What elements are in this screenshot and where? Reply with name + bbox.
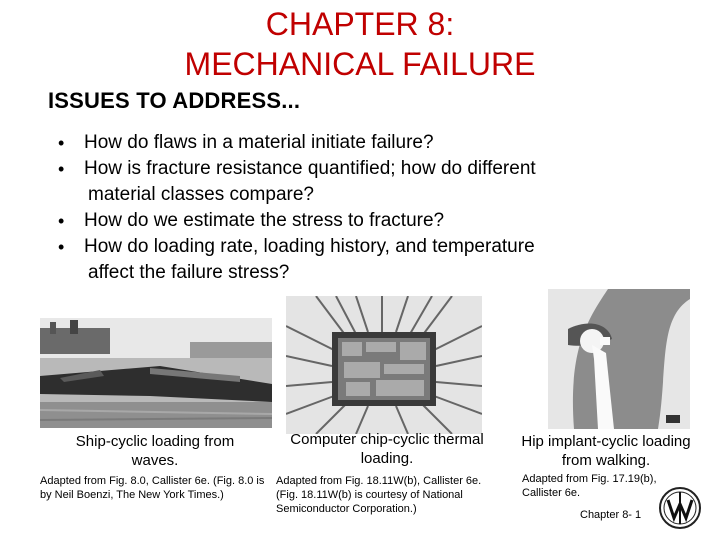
university-logo-icon bbox=[658, 486, 702, 530]
bullet-continuation: material classes compare? bbox=[88, 184, 314, 205]
title-line-2: MECHANICAL FAILURE bbox=[184, 46, 536, 82]
hip-source-note: Adapted from Fig. 17.19(b), Callister 6e. bbox=[522, 473, 657, 499]
slide-number: Chapter 8- 1 bbox=[580, 509, 642, 521]
bullet-item: • How do flaws in a material initiate failure? bbox=[56, 130, 676, 156]
ship-caption: Ship-cyclic loading from waves. bbox=[75, 433, 235, 469]
ship-source-note: Adapted from Fig. 8.0, Callister 6e. (Fig. 8.0 is by Neil Boenzi, The New York Times.) bbox=[40, 475, 265, 501]
issues-heading: ISSUES TO ADDRESS... bbox=[48, 88, 301, 113]
chip-caption: Computer chip-cyclic thermal loading. bbox=[290, 431, 484, 467]
hip-implant-photo bbox=[548, 289, 690, 429]
title-line-1: CHAPTER 8: bbox=[265, 6, 455, 42]
chip-source-note: Adapted from Fig. 18.11W(b), Callister 6e. (Fig. 18.11W(b) is courtesy of National Semiconductor Corporation.) bbox=[276, 475, 482, 515]
chip-photo bbox=[286, 296, 482, 434]
slide-title bbox=[0, 4, 720, 84]
hip-caption: Hip implant-cyclic loading from walking. bbox=[521, 433, 691, 469]
ship-photo bbox=[40, 318, 272, 428]
bullet-list bbox=[56, 130, 676, 286]
bullet-continuation: affect the failure stress? bbox=[88, 262, 290, 283]
bullet-item: • How do we estimate the stress to fracture? bbox=[56, 208, 676, 234]
bullet-item: • How do loading rate, loading history, and temperature bbox=[56, 234, 676, 260]
bullet-item: • How is fracture resistance quantified; how do different bbox=[56, 156, 676, 182]
